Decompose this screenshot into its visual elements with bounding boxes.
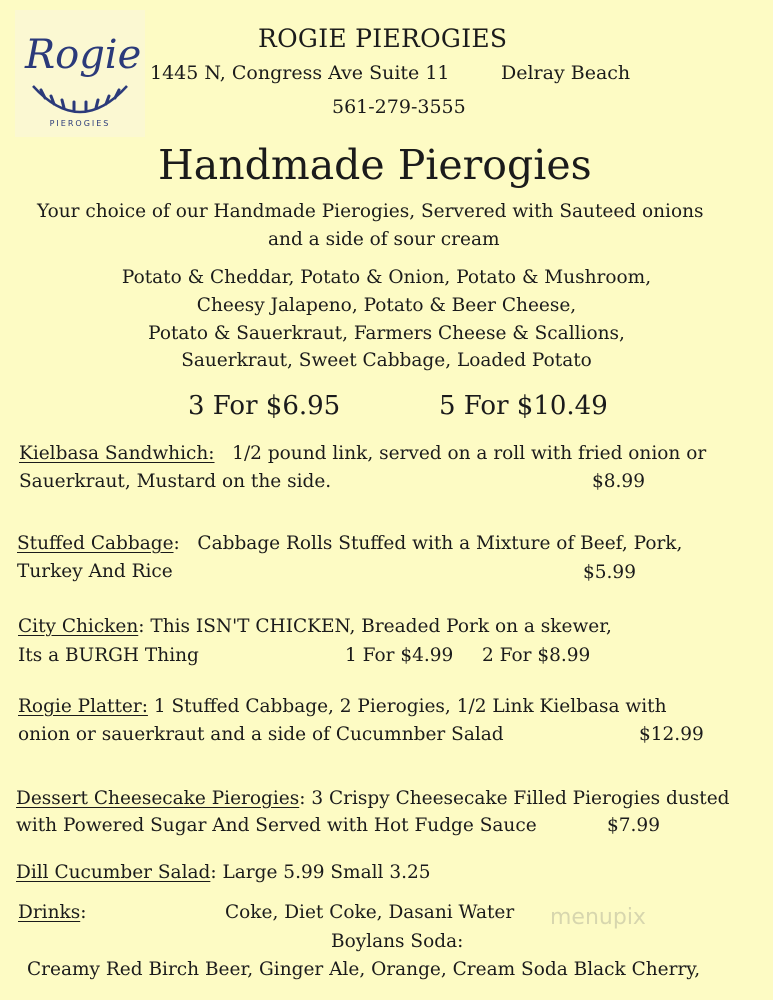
city-chicken-item [18,616,612,637]
salad-item [16,862,431,883]
phone: 561-279-3555 [332,96,466,118]
logo [15,10,145,137]
dessert-desc-1: : 3 Crispy Cheesecake Filled Pierogies dusted [299,788,730,809]
dessert-price: $7.99 [607,815,660,836]
city: Delray Beach [501,62,631,84]
kielbasa-price: $8.99 [592,471,645,492]
kielbasa-name: Kielbasa Sandwhich: [19,443,215,464]
intro-line-1: Your choice of our Handmade Pierogies, Servered with Sauteed onions [37,201,704,222]
city-chicken-name: City Chicken [18,616,139,637]
city-chicken-desc-1: : This ISN'T CHICKEN, Breaded Pork on a skewer, [138,616,612,637]
drinks-colon: : [80,902,87,923]
boylans-list: Creamy Red Birch Beer, Ginger Ale, Orange, Cream Soda Black Cherry, [27,959,701,980]
flavor-line: Sauerkraut, Sweet Cabbage, Loaded Potato [181,350,592,371]
watermark: menupix [550,905,646,930]
logo-sub-text: PIEROGIES [49,119,111,128]
platter-desc-1: 1 Stuffed Cabbage, 2 Pierogies, 1/2 Link Kielbasa with [153,696,667,717]
flavor-line: Cheesy Jalapeno, Potato & Beer Cheese, [196,295,577,316]
cabbage-desc-1: Cabbage Rolls Stuffed with a Mixture of Beef, Pork, [197,533,683,554]
address: 1445 N, Congress Ave Suite 11 [150,62,450,84]
dessert-item [16,788,730,809]
logo-smile-arc [33,86,127,112]
kielbasa-desc-1: 1/2 pound link, served on a roll with fried onion or [232,443,707,464]
cabbage-price: $5.99 [583,562,636,583]
drinks-list: Coke, Diet Coke, Dasani Water [225,902,515,923]
city-chicken-desc-2: Its a BURGH Thing [18,645,199,666]
price-three: 3 For $6.95 [188,391,341,421]
logo-graphic [15,10,145,137]
boylans-title: Boylans Soda: [331,931,464,952]
salad-name: Dill Cucumber Salad [16,862,211,883]
city-chicken-price-2: 2 For $8.99 [482,645,591,666]
logo-rays [41,90,119,110]
dessert-name: Dessert Cheesecake Pierogies [16,788,300,809]
flavor-line: Potato & Sauerkraut, Farmers Cheese & Scallions, [148,323,625,344]
platter-price: $12.99 [639,724,704,745]
flavor-line: Potato & Cheddar, Potato & Onion, Potato & Mushroom, [121,267,652,288]
salad-desc: : Large 5.99 Small 3.25 [210,862,431,883]
platter-item [18,696,667,717]
section-title: Handmade Pierogies [158,141,592,189]
cabbage-colon: : [173,533,180,554]
dessert-desc-2: with Powered Sugar And Served with Hot Fudge Sauce [16,815,537,836]
intro-line-2: and a side of sour cream [268,229,500,250]
logo-brand-text: Rogie [25,32,142,78]
restaurant-name: ROGIE PIEROGIES [258,24,508,53]
cabbage-desc-2: Turkey And Rice [17,561,173,582]
drinks-label: Drinks [18,902,81,923]
cabbage-item [17,533,682,554]
kielbasa-desc-2: Sauerkraut, Mustard on the side. [19,471,332,492]
platter-desc-2: onion or sauerkraut and a side of Cucumnber Salad [18,724,504,745]
cabbage-name: Stuffed Cabbage [17,533,174,554]
kielbasa-item [19,443,706,464]
platter-name: Rogie Platter: [18,696,148,717]
city-chicken-price-1: 1 For $4.99 [345,645,454,666]
price-five: 5 For $10.49 [439,391,608,421]
drinks-heading [18,902,86,923]
